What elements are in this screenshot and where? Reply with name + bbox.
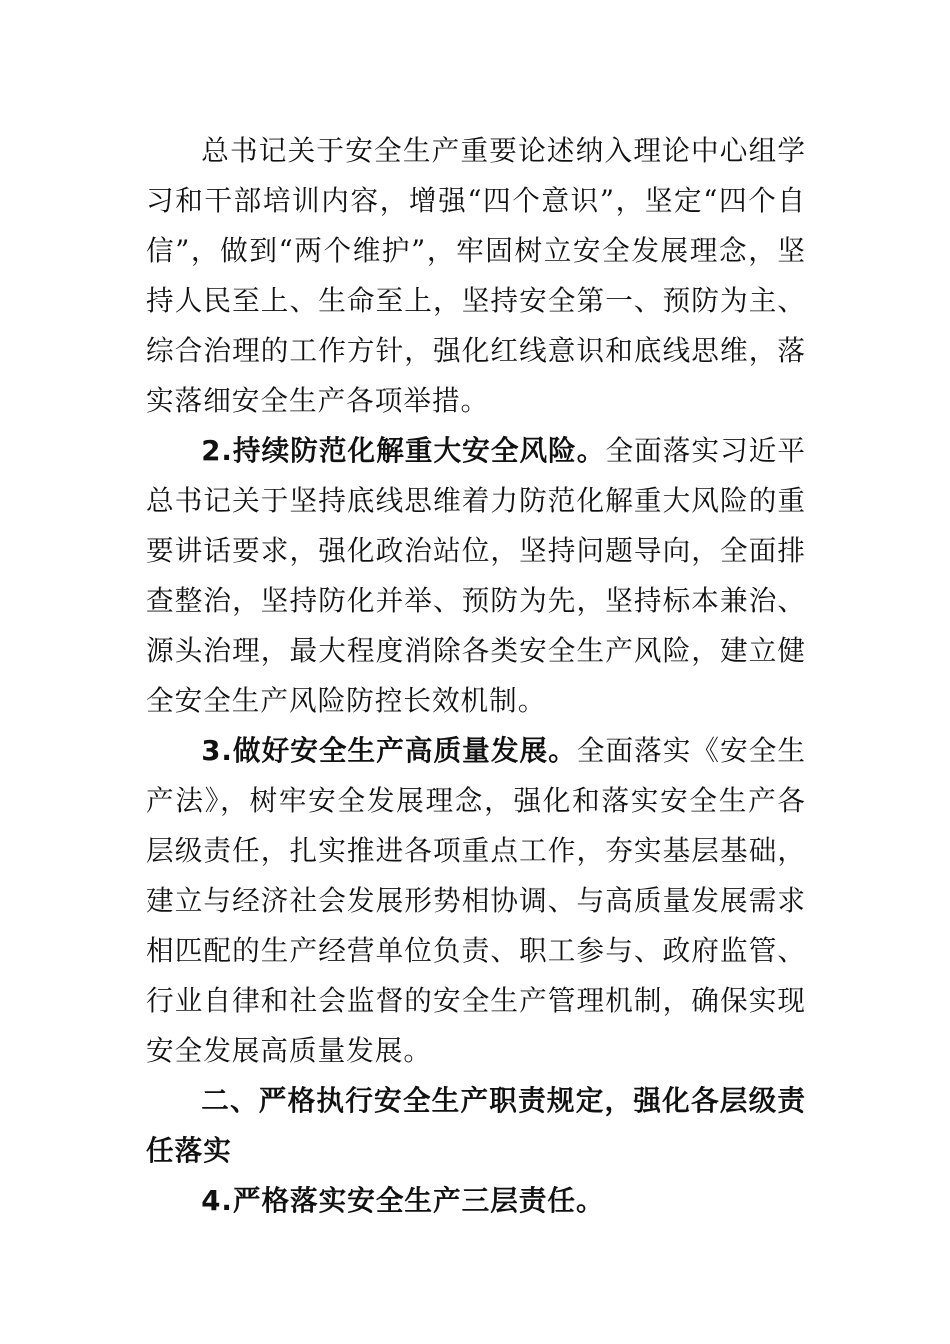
paragraph-continued — [146, 126, 806, 426]
item-4-heading: 4.严格落实安全生产三层责任。 — [201, 1184, 605, 1217]
item-3-paragraph — [146, 726, 806, 1076]
item-2-body: 全面落实习近平总书记关于坚持底线思维着力防范化解重大风险的重要讲话要求，强化政治站位，坚持问题导向，全面排查整治，坚持防化并举、预防为先，坚持标本兼治、源头治理，最大程度消除各类安全生产风险，建立健全安全生产风险防控长效机制。 — [146, 434, 806, 717]
item-3-body: 全面落实《安全生产法》，树牢安全发展理念，强化和落实安全生产各层级责任，扎实推进各项重点工作，夯实基层基础，建立与经济社会发展形势相协调、与高质量发展需求相匹配的生产经营单位负责、职工参与、政府监管、行业自律和社会监督的安全生产管理机制，确保实现安全发展高质量发展。 — [146, 734, 806, 1067]
section-2-heading: 二、严格执行安全生产职责规定，强化各层级责任落实 — [146, 1084, 806, 1167]
item-2-paragraph — [146, 426, 806, 726]
paragraph-text: 总书记关于安全生产重要论述纳入理论中心组学习和干部培训内容，增强“四个意识”，坚定“四个自信”，做到“两个维护”，牢固树立安全发展理念，坚持人民至上、生命至上，坚持安全第一、预防为主、综合治理的工作方针，强化红线意识和底线思维，落实落细安全生产各项举措。 — [146, 134, 806, 417]
document-body — [146, 126, 806, 1226]
item-2-heading: 2.持续防范化解重大安全风险。 — [201, 434, 606, 467]
item-3-heading: 3.做好安全生产高质量发展。 — [201, 734, 577, 767]
